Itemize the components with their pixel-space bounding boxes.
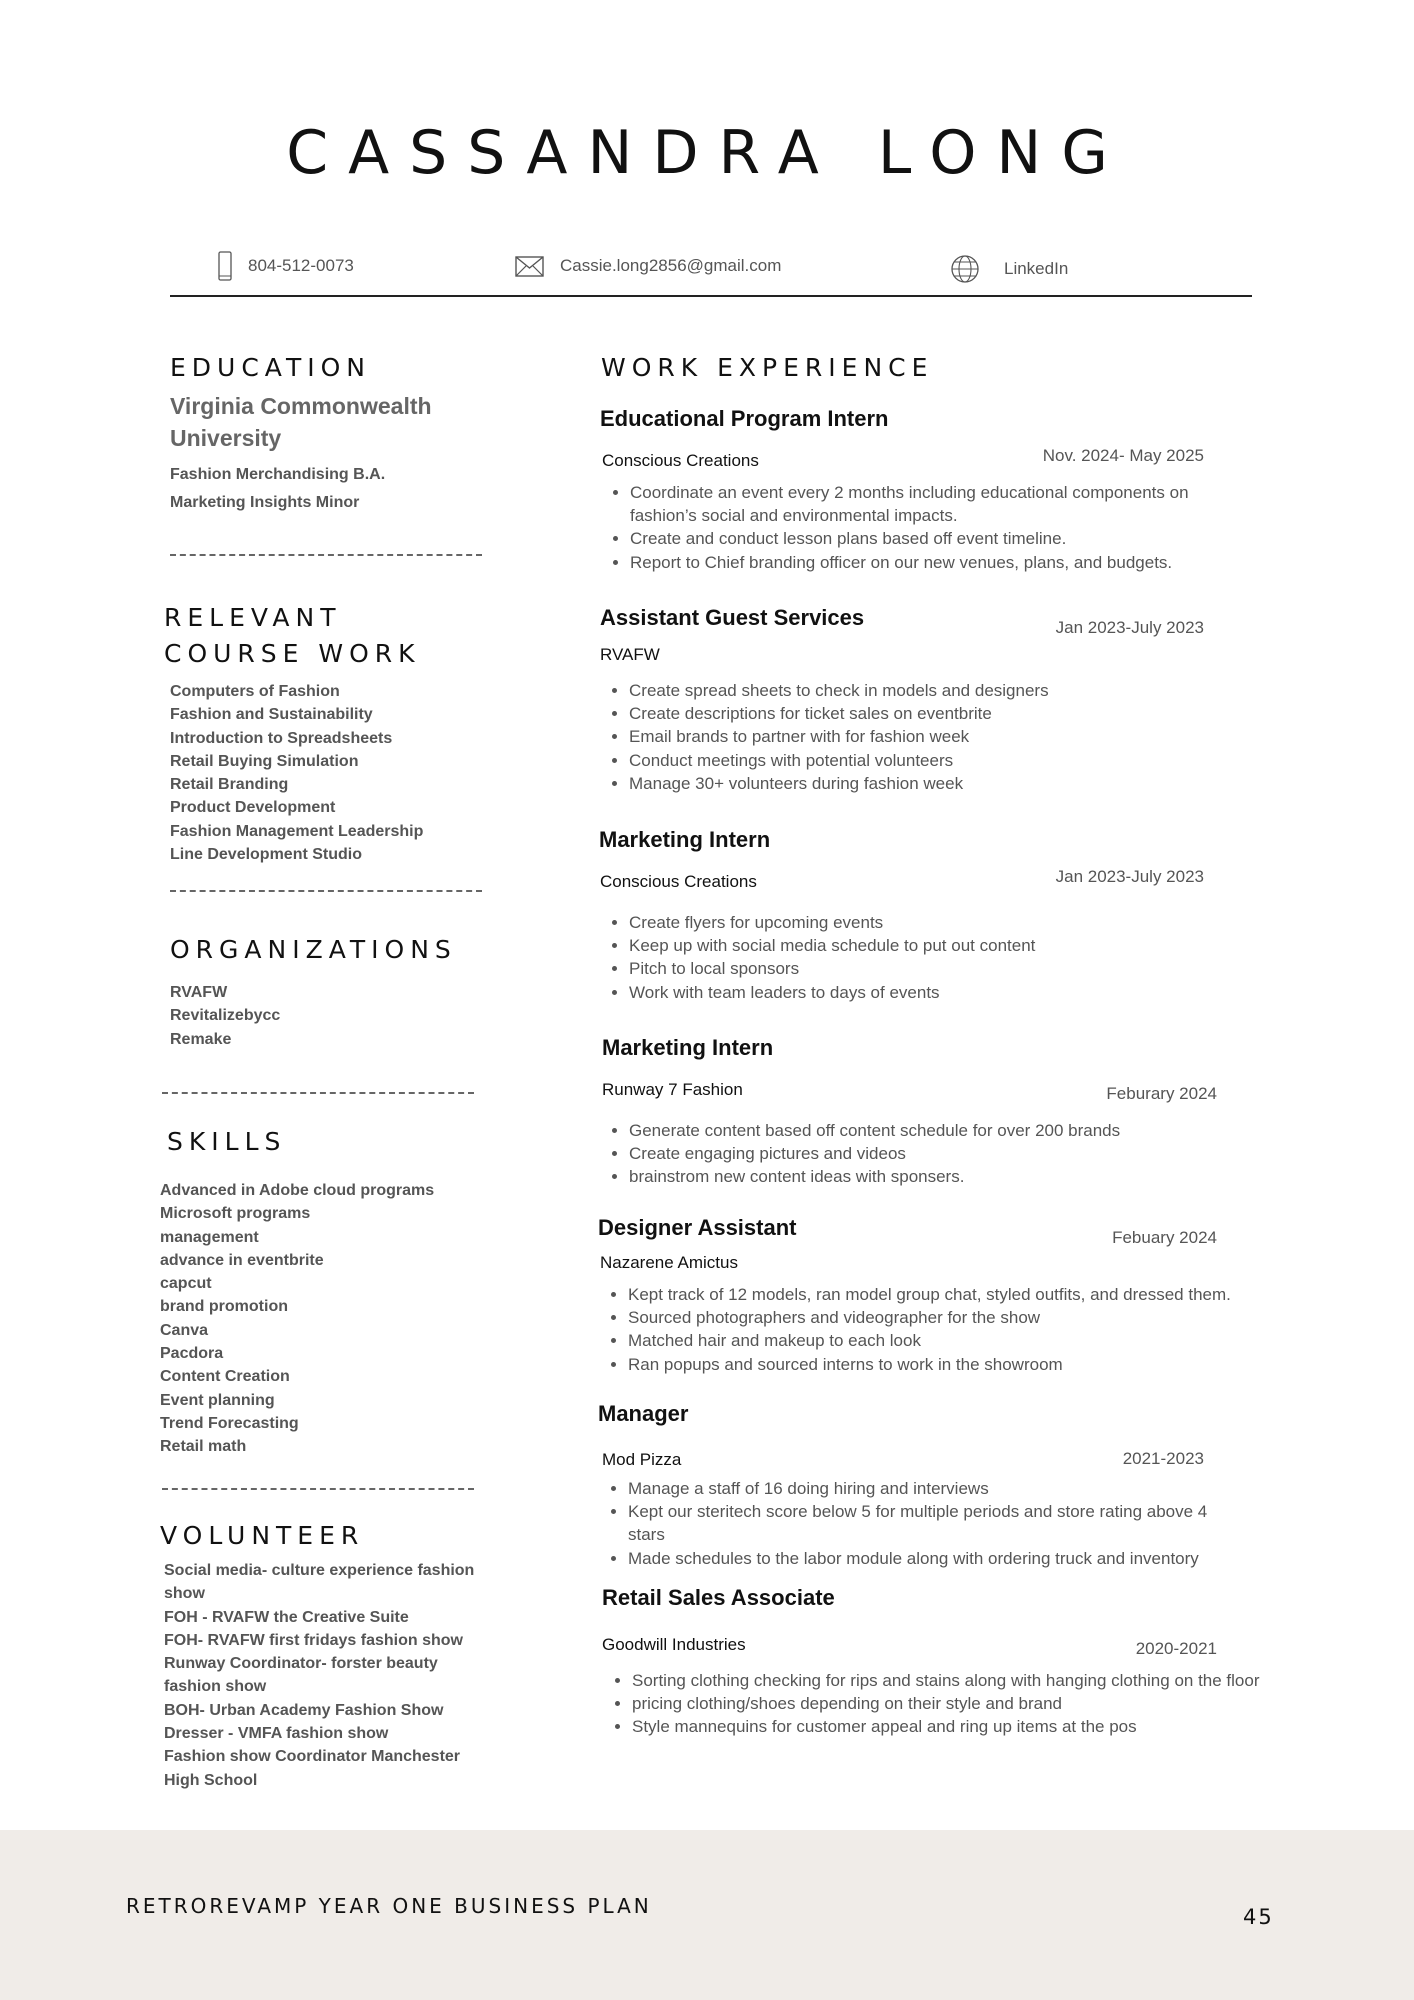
- list-item: • Create descriptions for ticket sales on eventbrite: [629, 702, 1249, 725]
- coursework-heading: RELEVANT COURSE WORK: [164, 603, 421, 668]
- contact-email: [515, 246, 781, 286]
- job-title: Designer Assistant: [598, 1215, 797, 1240]
- volunteer-list: [164, 1559, 494, 1792]
- mail-icon: [515, 256, 544, 277]
- job-company: Nazarene Amictus: [600, 1253, 738, 1272]
- list-item: Dresser - VMFA fashion show: [164, 1725, 389, 1743]
- job-company: Conscious Creations: [600, 872, 757, 891]
- job-company: Mod Pizza: [602, 1450, 682, 1469]
- list-item: • Sorting clothing checking for rips and stains along with hanging clothing on the floor: [632, 1669, 1272, 1692]
- job-bullets: [603, 679, 1249, 795]
- list-item: Social media- culture experience fashion show: [164, 1562, 475, 1603]
- list-item: • Manage a staff of 16 doing hiring and interviews: [628, 1477, 1248, 1500]
- list-item: • Create flyers for upcoming events: [629, 911, 1249, 934]
- contact-linkedin: [950, 249, 1068, 289]
- job-date: Jan 2023-July 2023: [1055, 867, 1204, 886]
- list-item: Pacdora: [160, 1345, 224, 1363]
- list-item: Canva: [160, 1321, 209, 1339]
- list-item: • Kept our steritech score below 5 for multiple periods and store rating above 4 stars: [628, 1500, 1248, 1546]
- job-title: Marketing Intern: [602, 1035, 774, 1060]
- job-title: Manager: [598, 1401, 689, 1426]
- list-item: BOH- Urban Academy Fashion Show: [164, 1701, 444, 1719]
- resume-name: CASSANDRA LONG: [286, 118, 1128, 188]
- phone-icon: [218, 251, 232, 281]
- list-item: • Create spread sheets to check in models and designers: [629, 679, 1249, 702]
- list-item: Advanced in Adobe cloud programs: [160, 1182, 435, 1199]
- list-item: Microsoft programs: [160, 1205, 311, 1223]
- list-item: • Create engaging pictures and videos: [629, 1142, 1249, 1165]
- section-divider: [170, 554, 482, 556]
- section-divider: [162, 1488, 474, 1490]
- list-item: brand promotion: [160, 1298, 288, 1316]
- list-item: • Made schedules to the labor module along with ordering truck and inventory: [628, 1547, 1248, 1570]
- list-item: management: [160, 1228, 259, 1246]
- list-item: • Coordinate an event every 2 months including educational components on fashion’s social and environmental impacts.: [630, 481, 1250, 527]
- list-item: Introduction to Spreadsheets: [170, 729, 393, 747]
- skills-list: [160, 1179, 434, 1459]
- job-date: Jan 2023-July 2023: [1055, 618, 1204, 637]
- list-item: • Report to Chief branding officer on our new venues, plans, and budgets.: [630, 551, 1250, 574]
- email-address: Cassie.long2856@gmail.com: [560, 256, 782, 275]
- skills-heading: SKILLS: [167, 1127, 287, 1156]
- list-item: • Pitch to local sponsors: [629, 957, 1249, 980]
- list-item: FOH- RVAFW first fridays fashion show: [164, 1631, 463, 1649]
- work-heading: WORK EXPERIENCE: [601, 353, 934, 382]
- footer-title: RETROREVAMP YEAR ONE BUSINESS PLAN: [126, 1894, 652, 1918]
- coursework-list: [170, 680, 423, 866]
- job-company: RVAFW: [600, 645, 660, 664]
- list-item: • pricing clothing/shoes depending on their style and brand: [632, 1692, 1272, 1715]
- list-item: advance in eventbrite: [160, 1251, 324, 1269]
- job-bullets: [604, 481, 1250, 574]
- job-bullets: [602, 1283, 1288, 1376]
- education-details: [170, 461, 385, 517]
- list-item: • Style mannequins for customer appeal and ring up items at the pos: [632, 1715, 1272, 1738]
- list-item: Retail Buying Simulation: [170, 752, 359, 770]
- list-item: Remake: [170, 1030, 232, 1048]
- phone-number: 804-512-0073: [248, 256, 354, 275]
- job-bullets: [603, 1119, 1249, 1189]
- minor: Marketing Insights Minor: [170, 494, 360, 511]
- list-item: capcut: [160, 1275, 212, 1293]
- education-heading: EDUCATION: [170, 353, 371, 382]
- job-date: 2021-2023: [1122, 1449, 1204, 1468]
- job-date: Febuary 2024: [1112, 1228, 1217, 1247]
- job-date: Feburary 2024: [1106, 1084, 1217, 1103]
- list-item: Revitalizebycc: [170, 1007, 281, 1025]
- organizations-list: [170, 981, 280, 1051]
- list-item: • Create and conduct lesson plans based off event timeline.: [630, 527, 1250, 550]
- job-title: Assistant Guest Services: [600, 605, 865, 630]
- list-item: • Sourced photographers and videographer for the show: [628, 1306, 1288, 1329]
- list-item: • Matched hair and makeup to each look: [628, 1329, 1288, 1352]
- list-item: Content Creation: [160, 1368, 290, 1386]
- job-bullets: [602, 1477, 1248, 1570]
- list-item: Line Development Studio: [170, 846, 363, 864]
- degree: Fashion Merchandising B.A.: [170, 466, 386, 483]
- list-item: Product Development: [170, 799, 336, 817]
- list-item: Runway Coordinator- forster beauty fashion show: [164, 1655, 438, 1696]
- list-item: • Conduct meetings with potential volunteers: [629, 749, 1249, 772]
- job-bullets: [603, 911, 1249, 1004]
- linkedin-link[interactable]: LinkedIn: [1004, 259, 1069, 278]
- job-bullets: [606, 1669, 1272, 1739]
- section-divider: [170, 890, 482, 892]
- list-item: • Generate content based off content schedule for over 200 brands: [629, 1119, 1249, 1142]
- job-date: 2020-2021: [1135, 1639, 1217, 1658]
- list-item: Fashion show Coordinator Manchester High School: [164, 1748, 461, 1789]
- organizations-heading: ORGANIZATIONS: [170, 935, 457, 964]
- list-item: Fashion Management Leadership: [170, 822, 424, 840]
- list-item: FOH - RVAFW the Creative Suite: [164, 1608, 409, 1626]
- job-company: Goodwill Industries: [602, 1635, 746, 1654]
- list-item: RVAFW: [170, 984, 228, 1001]
- list-item: • Manage 30+ volunteers during fashion week: [629, 772, 1249, 795]
- page-number: 45: [1243, 1905, 1274, 1929]
- section-divider: [162, 1092, 474, 1094]
- job-company: Conscious Creations: [602, 451, 759, 470]
- list-item: • Keep up with social media schedule to put out content: [629, 934, 1249, 957]
- list-item: • Email brands to partner with for fashion week: [629, 725, 1249, 748]
- volunteer-heading: VOLUNTEER: [160, 1521, 365, 1550]
- list-item: Retail Branding: [170, 776, 289, 794]
- job-title: Educational Program Intern: [600, 406, 889, 431]
- list-item: • Kept track of 12 models, ran model group chat, styled outfits, and dressed them.: [628, 1283, 1288, 1306]
- list-item: Retail math: [160, 1438, 247, 1456]
- globe-icon: [950, 254, 980, 284]
- job-title: Retail Sales Associate: [602, 1585, 835, 1610]
- list-item: Computers of Fashion: [170, 683, 340, 700]
- list-item: • Work with team leaders to days of events: [629, 981, 1249, 1004]
- list-item: Event planning: [160, 1391, 275, 1409]
- contact-phone: [218, 246, 354, 286]
- job-company: Runway 7 Fashion: [602, 1080, 743, 1099]
- list-item: • brainstrom new content ideas with sponsers.: [629, 1165, 1249, 1188]
- job-date: Nov. 2024- May 2025: [1042, 446, 1204, 465]
- school-name: Virginia Commonwealth University: [170, 393, 432, 451]
- list-item: Fashion and Sustainability: [170, 706, 373, 724]
- list-item: • Ran popups and sourced interns to work in the showroom: [628, 1353, 1288, 1376]
- job-title: Marketing Intern: [599, 827, 771, 852]
- list-item: Trend Forecasting: [160, 1414, 299, 1432]
- header-rule: [170, 295, 1252, 297]
